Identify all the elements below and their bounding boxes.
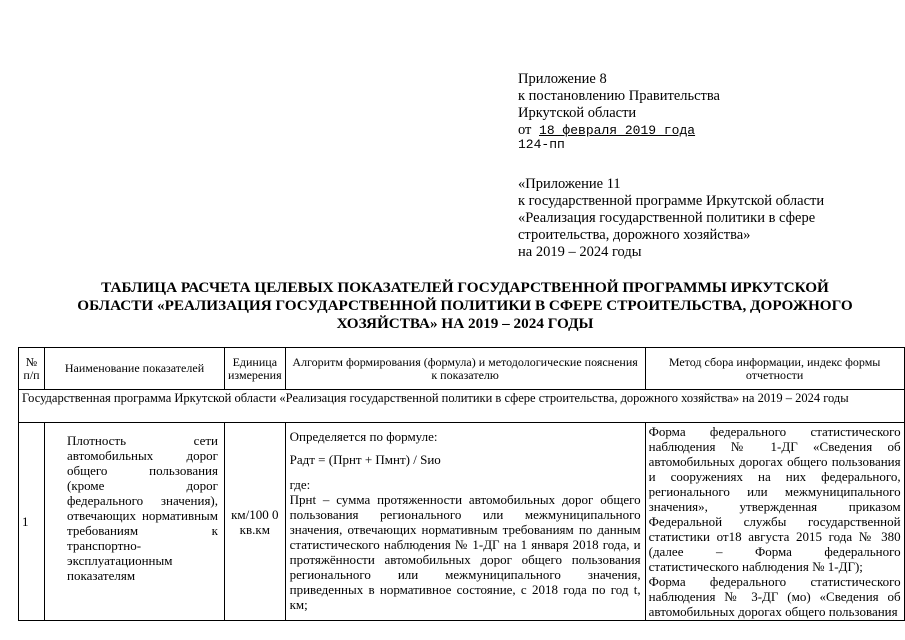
resolution-date: 18 февраля 2019 года [539, 123, 696, 138]
algorithm-formula: Радт = (Прнт + Пмнт) / Sио [289, 452, 441, 467]
header-algorithm: Алгоритм формирования (формула) и методологические пояснения к показателю [285, 348, 645, 390]
program-title: Государственная программа Иркутской области «Реализация государственной политики в сфере строительства, дорожного хозяйства» на 2019 – 2024 годы [19, 390, 905, 423]
header-method: Метод сбора информации, индекс формы отчетности [645, 348, 904, 390]
appendix11-line2: к государственной программе Иркутской области [518, 193, 825, 209]
appendix8-line2: к постановлению Правительства [518, 88, 720, 104]
indicator-name-cell [45, 423, 225, 621]
method-cell [645, 423, 904, 621]
algorithm-description: Прнt – сумма протяженности автомобильных дорог общего пользования регионального или межмуниципального значения, отвечающих нормативным требованиям по данным статистического наблюдения № 1-ДГ на 1 января 2018 года, и протяжённости автомобильных дорог общего пользования регионального или межмуниципального значения, приведенных в нормативное состояние, с 2018 года по год t, км; [289, 492, 641, 612]
header-unit: Единица измерения [225, 348, 286, 390]
appendix11-line4: строительства, дорожного хозяйства» [518, 227, 751, 243]
from-label: от [518, 122, 532, 138]
header-num: № п/п [19, 348, 45, 390]
resolution-number: 124-пп [518, 137, 565, 152]
method-paragraph-1: Форма федерального статистического наблюдения № 1-ДГ «Сведения об автомобильных дорогах общего пользования и сооружениях на них федерального, регионального или межмуниципального значения», утвержденная приказом Федеральной службы государственной статистики от18 августа 2015 года № 380 (далее – Форма федерального статистического наблюдения № 1-ДГ); [648, 424, 901, 574]
table-header-row [19, 348, 905, 390]
appendix11-line3: «Реализация государственной политики в сфере [518, 210, 816, 226]
algorithm-where: где: [289, 477, 311, 492]
appendix8-line1: Приложение 8 [518, 71, 607, 87]
title-line1: ТАБЛИЦА РАСЧЕТА ЦЕЛЕВЫХ ПОКАЗАТЕЛЕЙ ГОСУДАРСТВЕННОЙ ПРОГРАММЫ ИРКУТСКОЙ [101, 279, 829, 296]
appendix11-line1: «Приложение 11 [518, 176, 621, 192]
appendix11-line5: на 2019 – 2024 годы [518, 244, 642, 260]
indicators-table [18, 347, 905, 621]
document-title [40, 279, 890, 333]
row-number: 1 [19, 423, 45, 621]
appendix8-line3: Иркутской области [518, 105, 637, 121]
indicator-name: Плотность сети автомобильных дорог общего пользования (кроме дорог федерального значения), отвечающих нормативным требованиям к транспортно-эксплуатационным показателям [67, 433, 218, 583]
indicator-unit: км/100 0 кв.км [225, 423, 286, 621]
title-line2: ОБЛАСТИ «РЕАЛИЗАЦИЯ ГОСУДАРСТВЕННОЙ ПОЛИТИКИ В СФЕРЕ СТРОИТЕЛЬСТВА, ДОРОЖНОГО [77, 297, 853, 314]
table-row [19, 423, 905, 621]
header-name: Наименование показателей [45, 348, 225, 390]
method-paragraph-2: Форма федерального статистического наблюдения № 3-ДГ (мо) «Сведения об автомобильных дорогах общего пользования [648, 574, 901, 619]
algorithm-cell [285, 423, 645, 621]
program-row [19, 390, 905, 423]
algorithm-intro: Определяется по формуле: [289, 429, 438, 444]
title-line3: ХОЗЯЙСТВА» НА 2019 – 2024 ГОДЫ [336, 315, 594, 332]
